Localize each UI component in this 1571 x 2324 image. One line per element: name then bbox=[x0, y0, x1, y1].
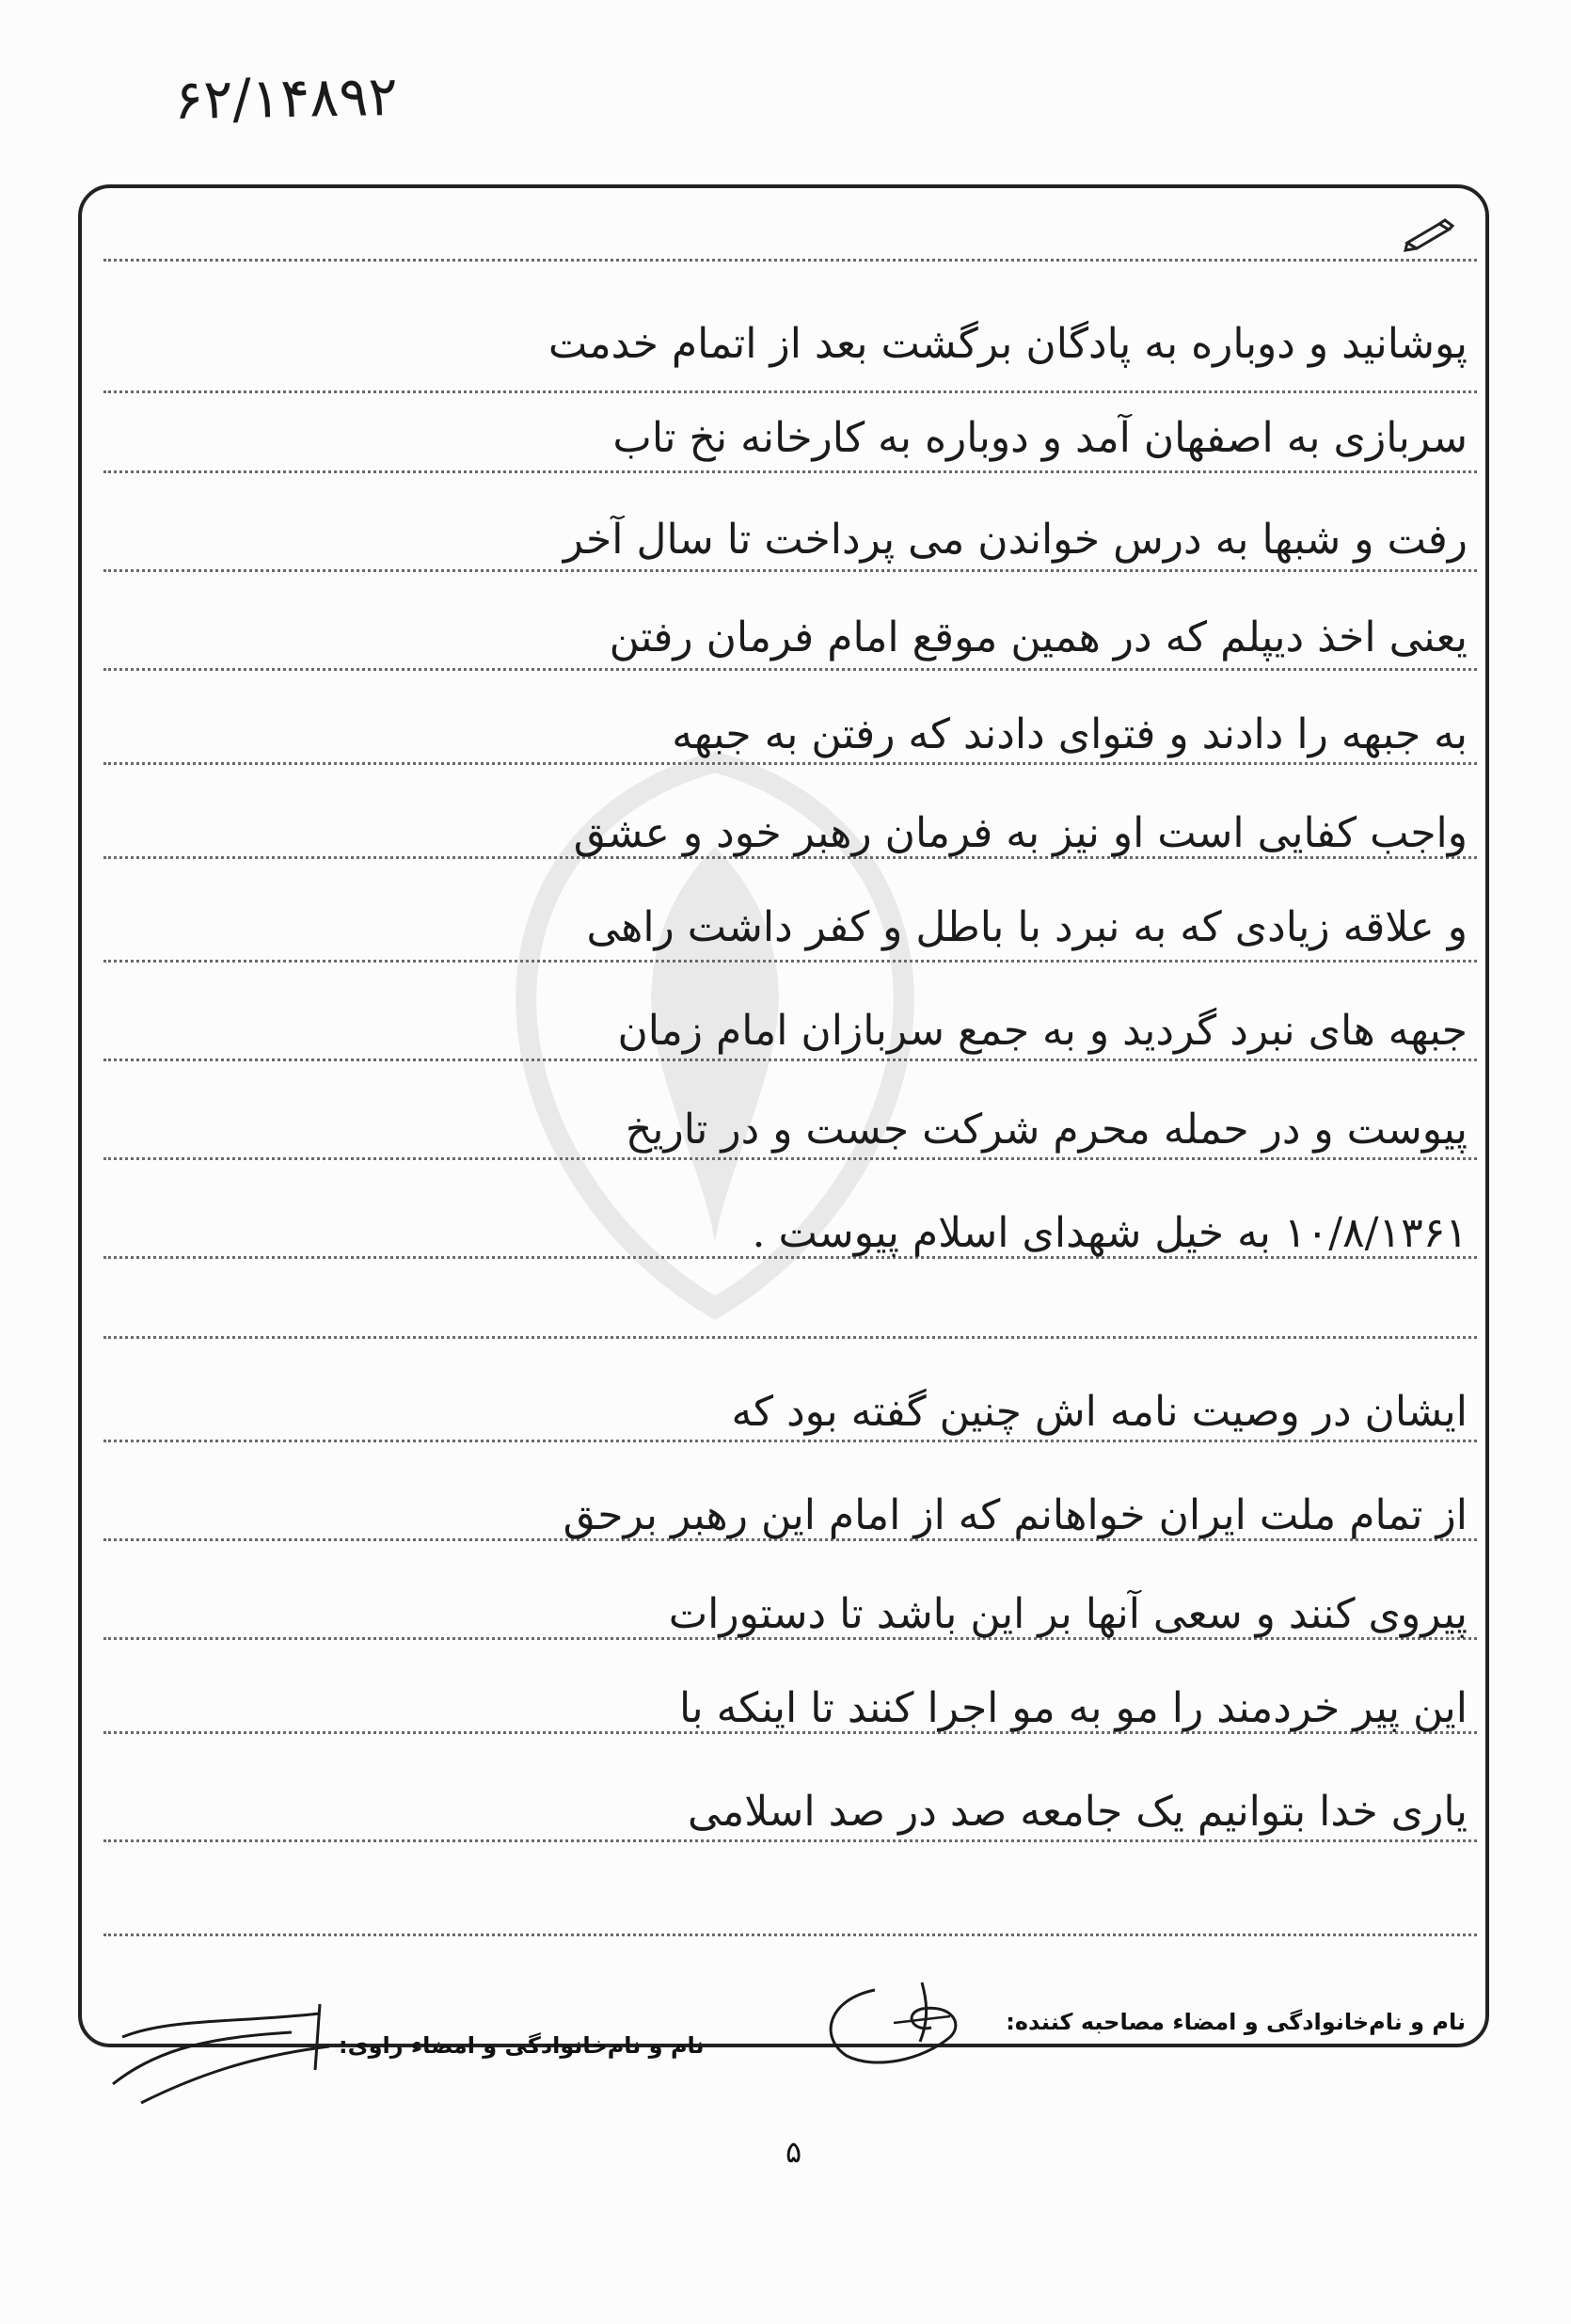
narrator-signature bbox=[103, 1999, 348, 2122]
ruled-line bbox=[103, 259, 1477, 262]
interviewer-label: نام و نام‌خانوادگی و امضاء مصاحبه کننده: bbox=[1006, 2009, 1466, 2035]
handwritten-line: سربازی به اصفهان آمد و دوباره به کارخانه نخ تاب bbox=[612, 414, 1468, 462]
handwritten-line: یاری خدا بتوانیم یک جامعه صد در صد اسلامی bbox=[688, 1788, 1468, 1836]
ruled-line bbox=[103, 668, 1477, 671]
handwritten-line: رفت و شبها به درس خواندن می پرداخت تا سال آخر bbox=[563, 516, 1468, 564]
handwritten-line: پوشانید و دوباره به پادگان برگشت بعد از اتمام خدمت bbox=[547, 320, 1468, 368]
narrator-label: نام و نام‌خانوادگی و امضاء راوی: bbox=[339, 2032, 705, 2059]
ruled-line bbox=[103, 390, 1477, 393]
handwritten-line: پیروی کنند و سعی آنها بر این باشد تا دستورات bbox=[668, 1590, 1468, 1638]
ruled-line bbox=[103, 1157, 1477, 1160]
page-code: ۶۲/۱۴۸۹۲ bbox=[173, 63, 399, 133]
ruled-line bbox=[103, 1839, 1477, 1842]
handwritten-line: جبهه های نبرد گردید و به جمع سربازان امام زمان bbox=[617, 1007, 1468, 1055]
ruled-line bbox=[103, 1059, 1477, 1061]
interviewer-signature bbox=[809, 1971, 978, 2075]
ruled-line bbox=[103, 1934, 1477, 1936]
ruled-line bbox=[103, 569, 1477, 572]
handwritten-line: این پیر خردمند را مو به مو اجرا کنند تا اینکه با bbox=[679, 1684, 1468, 1732]
ruled-line bbox=[103, 960, 1477, 963]
handwritten-line: و علاقه زیادی که به نبرد با باطل و کفر داشت راهی bbox=[586, 903, 1468, 951]
ruled-line bbox=[103, 1440, 1477, 1442]
ruled-line bbox=[103, 1336, 1477, 1339]
handwritten-line: پیوست و در حمله محرم شرکت جست و در تاریخ bbox=[625, 1106, 1468, 1154]
handwritten-line: یعنی اخذ دیپلم که در همین موقع امام فرمان رفتن bbox=[609, 613, 1468, 661]
handwritten-line: ۱۰/۸/۱۳۶۱ به خیل شهدای اسلام پیوست . bbox=[752, 1209, 1468, 1257]
handwritten-line: از تمام ملت ایران خواهانم که از امام این رهبر برحق bbox=[563, 1491, 1468, 1539]
handwritten-line: ایشان در وصیت نامه اش چنین گفته بود که bbox=[731, 1388, 1468, 1436]
handwritten-line: واجب کفایی است او نیز به فرمان رهبر خود و عشق bbox=[573, 809, 1468, 857]
ruled-line bbox=[103, 762, 1477, 765]
handwritten-line: به جبهه را دادند و فتوای دادند که رفتن به جبهه bbox=[672, 710, 1468, 758]
ruled-line bbox=[103, 470, 1477, 473]
page-number: ۵ bbox=[786, 2134, 802, 2170]
